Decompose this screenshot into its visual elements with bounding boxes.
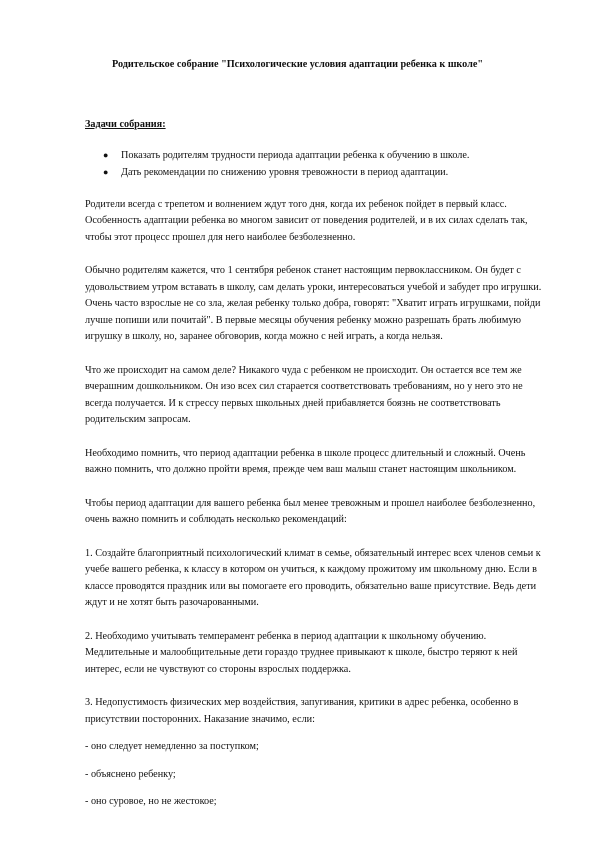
paragraph: - объяснено ребенку; <box>85 768 176 780</box>
tasks-list <box>85 147 550 181</box>
paragraph: Обычно родителям кажется, что 1 сентября ребенок станет настоящим первоклассником. Он будет с удовольствием утром вставать в школу, сам делать уроки, интересоваться учебой и забудет про игрушки. Очень часто взрослые не со зла, желая ребенку только добра, говорят: "Хватит играть игрушками, пойди лучше попиши или почитай". В первые месяцы обучения ребенку можно разрешать брать любимую игрушку в школу, но, заранее обговорив, когда можно с ней играть, а когда нельзя. <box>85 265 542 342</box>
task-text: Дать рекомендации по снижению уровня тревожности в период адаптации. <box>121 166 449 178</box>
paragraph: Необходимо помнить, что период адаптации ребенка в школе процесс длительный и сложный. Очень важно помнить, что должно пройти время, прежде чем ваш малыш станет настоящим школьником. <box>85 447 526 475</box>
paragraph: 3. Недопустимость физических мер воздействия, запугивания, критики в адрес ребенка, особенно в присутствии посторонних. Наказание значимо, если: <box>85 697 519 725</box>
list-item <box>85 147 550 164</box>
paragraph: 2. Необходимо учитывать темперамент ребенка в период адаптации к школьному обучению. Медлительные и малообщительные дети гораздо труднее привыкают к школе, быстро теряют к ней интерес, если не чувствуют со стороны взрослых поддержка. <box>85 630 518 675</box>
paragraph: Родители всегда с трепетом и волнением ждут того дня, когда их ребенок пойдет в первый класс. Особенность адаптации ребенка во многом зависит от поведения родителей, и в их силах сделать так, чтобы этот процесс прошел для него наиболее безболезненно. <box>85 198 528 243</box>
document-body <box>85 117 550 822</box>
paragraph: Что же происходит на самом деле? Никакого чуда с ребенком не происходит. Он остается все тем же вчерашним дошкольником. Он изо всех сил старается соответствовать требованиям, но у него это не всегда получается. И к стрессу первых школьных дней прибавляется боязнь не соответствовать родительским запросам. <box>85 364 523 425</box>
list-item <box>85 164 550 181</box>
task-text: Показать родителям трудности периода адаптации ребенка к обучению в школе. <box>121 149 470 161</box>
paragraph: - оно следует немедленно за поступком; <box>85 741 259 752</box>
paragraph: - оно суровое, но не жестокое; <box>85 796 217 807</box>
paragraph: 1. Создайте благоприятный психологический климат в семье, обязательный интерес всех членов семьи к учебе вашего ребенка, к классу в котором он учиться, к каждому прожитому им школьному дню. Если в классе проводятся праздник или вы помогаете его проводить, обязательно ваше присутствие. Ведь дети ждут и не хотят быть разочарованными. <box>85 547 541 608</box>
document-title: Родительское собрание "Психологические условия адаптации ребенка к школе" <box>111 59 484 70</box>
tasks-heading: Задачи собрания: <box>85 119 166 130</box>
bullet-icon: ● <box>103 149 109 160</box>
bullet-icon: ● <box>103 166 109 177</box>
paragraph: Чтобы период адаптации для вашего ребенка был менее тревожным и прошел наиболее безболезненно, очень важно помнить и соблюдать несколько рекомендаций: <box>85 497 536 525</box>
